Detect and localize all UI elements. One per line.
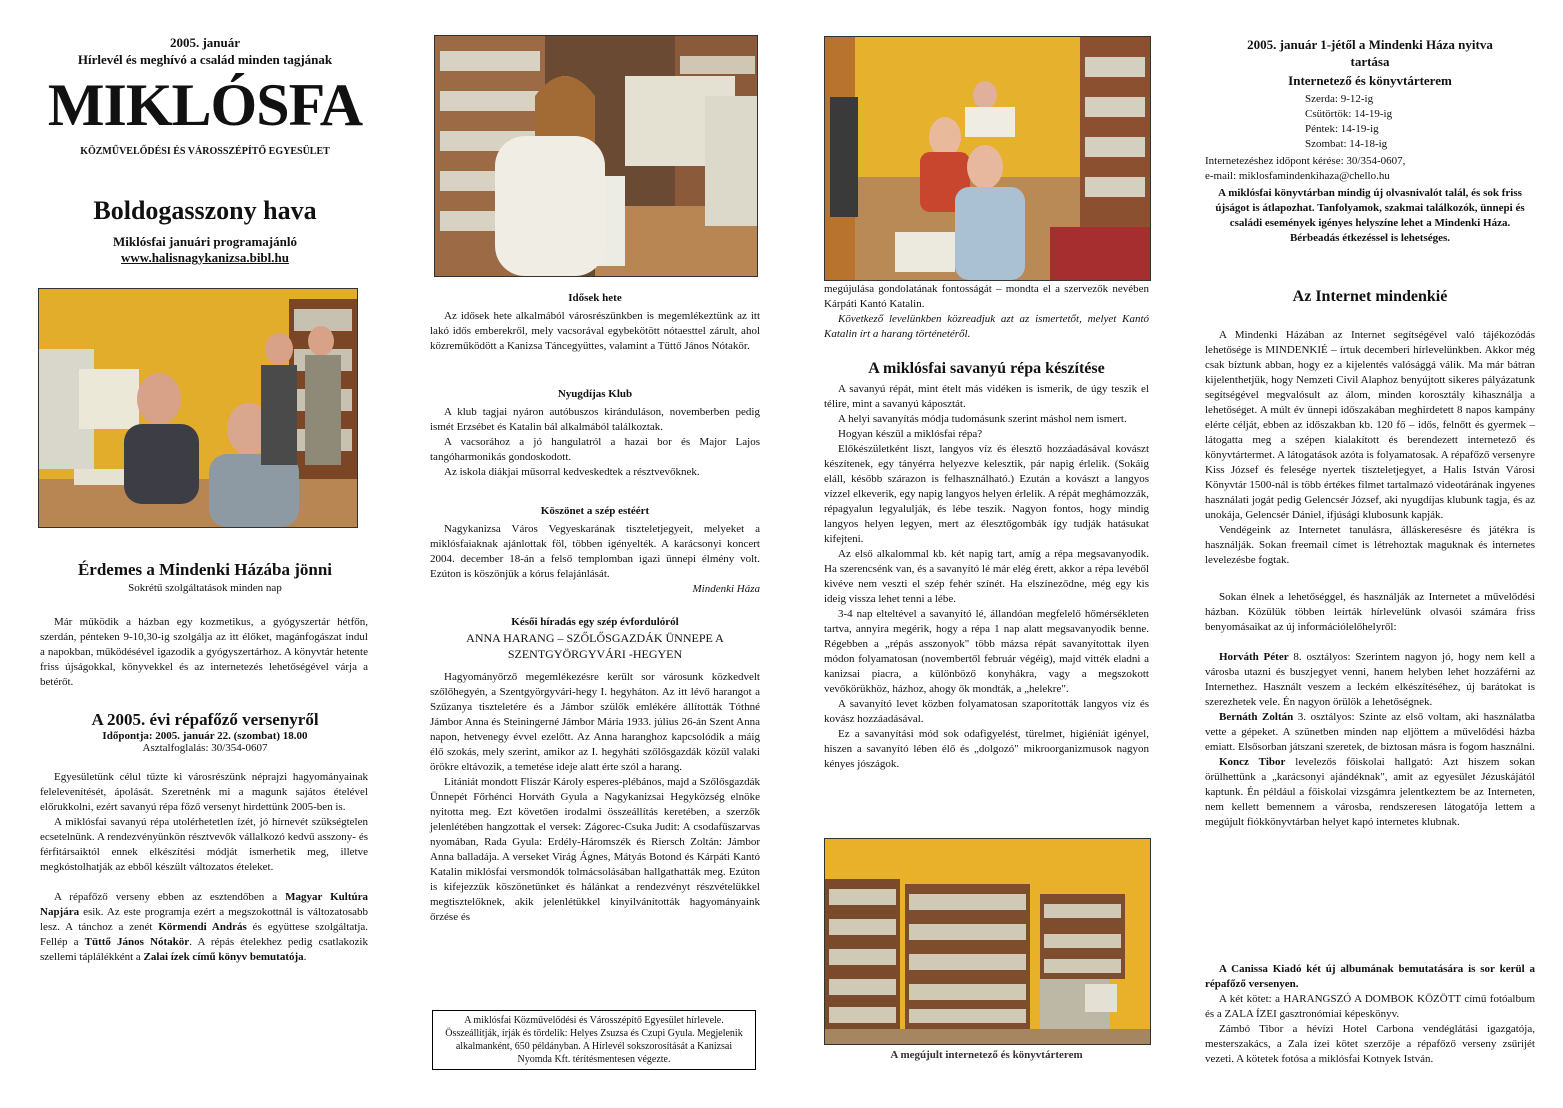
worth-block: [30, 560, 380, 594]
contest-p3-b: Magyar Kultúra Napjára: [40, 891, 369, 918]
internet-quote-1: [1205, 650, 1535, 710]
opening-bold-text: A miklósfai könyvtárban mindig új olvasnivalót talál, és sok friss újságot is átlapozhat. Tanfolyamok, szakmai találkozók, ünnepi és családi események igényes helyszíne lehet a Mindenki Háza. Bérbeadás étkezéssel is lehetséges.: [1215, 187, 1525, 244]
contest-p3-a: A répafőző verseny ebben az esztendőben a: [54, 891, 286, 903]
contest-p3-c: esik. Az este programja ezért a megszokottnál is változatosabb lesz. A tánchoz a zenét: [40, 906, 368, 933]
quote-1-text: 8. osztályos: Szerintem nagyon jó, hogy nem kell a városba utazni és buszjegyet venni, hanem helyben lehet hozzáférni az Internethez. Használt veszem a leckém elkészítéséhez, új barátokat is szerezhetek vele. Én nagyon örülök a lehetőségnek.: [1205, 651, 1535, 708]
quote-2-text: 3. osztályos: Szinte az első voltam, aki használatba vette a gépeket. A szünetben minden nap eljöttem a művelődési házba emiatt. Elsősorban játszani szeretek, de biztosan másra is fogom használni.: [1205, 711, 1535, 753]
contest-text: [40, 770, 368, 965]
opening-line-1: 2005. január 1-jétől a Mindenki Háza nyitva: [1247, 37, 1493, 52]
masthead-title: MIKLÓSFA: [47, 72, 363, 138]
news-continued: [824, 282, 1149, 342]
contest-block: [30, 710, 380, 754]
thanks-block: [430, 505, 760, 597]
pension-block: [430, 388, 760, 480]
imprint-box: [432, 1010, 756, 1070]
seniors-paragraph: Az idősek hete alkalmából városrészünkben is megemlékeztünk az itt lakó idős emberekről, mely vacsorával egybekötött nótaesttel zárult, ahol közreműködött a Kanizsa Táncegyüttes, valamint a Tüttő János Nótakör.: [430, 310, 760, 352]
internet-title: Az Internet mindenkié: [1292, 288, 1448, 305]
sauerkraut-paragraph-8: Ez a savanyítási mód sok odafigyelést, türelmet, higiéniát igényel, hiszen a savanyító lében élő és „dolgozó" mikroorganizmusok nagyon kényes jószágok.: [824, 728, 1149, 770]
worth-title: Érdemes a Mindenki Házába jönni: [77, 560, 333, 579]
contest-title: A 2005. évi répafőző versenyről: [91, 710, 319, 729]
internet-paragraph-2: Vendégeink az Internetet tanulásra, álláskeresésre és játékra is használják. Sokan freemail címet is létrehoztak maguknak és internetes levelezésbe fogtak.: [1205, 524, 1535, 566]
canissa-block: [1205, 962, 1535, 1067]
photo-girl-computer: [434, 35, 758, 277]
opening-room: Internetező és könyvtárterem: [1288, 73, 1452, 88]
thanks-title: Köszönet a szép estéért: [540, 505, 650, 517]
contest-p3-i: .: [303, 951, 307, 963]
internet-quote-3: [1205, 755, 1535, 830]
worth-text: [40, 615, 368, 690]
opening-hours-3: Szombat: 14-18-ig: [1305, 138, 1388, 150]
intro-title: Boldogasszony hava: [93, 196, 317, 225]
sauerkraut-paragraph-1: A savanyú répát, mint ételt más vidéken is ismerik, de úgy teszik el télire, mint a savanyú káposztát.: [824, 383, 1149, 410]
masthead-tagline: Hírlevél és meghívó a család minden tagjának: [77, 52, 333, 67]
photo-children-computers-svg: [825, 37, 1150, 280]
sauerkraut-block: [824, 360, 1149, 772]
opening-line-2: tartása: [1350, 54, 1390, 69]
photo-caption: A megújult internetező és könyvtárterem: [890, 1049, 1083, 1061]
contest-booking: Asztalfoglalás: 30/354-0607: [142, 742, 268, 754]
masthead-org: KÖZMŰVELŐDÉSI ÉS VÁROSSZÉPÍTŐ EGYESÜLET: [80, 146, 330, 157]
intro-block: [30, 196, 380, 266]
photo-girl-computer-svg: [435, 36, 757, 276]
photo-children-computers: [824, 36, 1151, 281]
intro-url-link[interactable]: www.halisnagykanizsa.bibl.hu: [121, 250, 289, 265]
news-subtitle-2: SZENTGYÖRGYVÁRI -HEGYEN: [507, 647, 683, 661]
masthead-date: 2005. január: [169, 35, 241, 50]
news-block: [430, 616, 760, 925]
intro-subtitle: Miklósfai januári programajánló: [113, 234, 297, 249]
opening-contact: [1205, 154, 1535, 184]
sauerkraut-paragraph-6: 3-4 nap elteltével a savanyító lé, állandóan megfelelő hőmérsékleten tartva, annyira megérik, hogy a répa 1 nap alatt megsavanyodik benne. Régebben a „répás asszonyok" több mázsa répát savanyítottak ilyen módon folyamatosan (novembertől február végéig), majd vitték eladni a kanizsai piacra, a különböző konyhákra, vagy a megszokott vevőkörükhöz, házhoz, ahogy ők mondták, a „helekre".: [824, 608, 1149, 695]
canissa-paragraph-1: A két kötet: a HARANGSZÓ A DOMBOK KÖZÖTT című fotóalbum és a ZALA ÍZEI gasztronómiai képeskönyv.: [1205, 993, 1535, 1020]
sauerkraut-paragraph-2: A helyi savanyítás módja tudomásunk szerint máshol nem ismert.: [838, 413, 1127, 425]
news-title: Késői híradás egy szép évfordulóról: [511, 616, 679, 628]
internet-paragraph-3: Sokan élnek a lehetőséggel, és használják az Internetet a művelődési házban. Közülük többen leírták hírlevelünk olvasói számára friss benyomásaikat az új információlelőhelyről:: [1205, 591, 1535, 633]
contest-paragraph-2: A miklósfai savanyú répa utolérhetetlen ízét, jó hírnevét szükségtelen ecsetelnünk. A rendezvényünkön résztvevők vállalkozó kedvű asszony- és férfitársaiktól ennek elkészítési módját ismerhetik meg, illetve megkóstolhatják az ebből készült változatos ételeket.: [40, 816, 368, 873]
opening-phone: Internetezéshez időpont kérése: 30/354-0607,: [1205, 155, 1406, 167]
pension-title: Nyugdíjas Klub: [557, 388, 633, 400]
internet-block: [1205, 288, 1535, 830]
news-next-issue: Következő levelünkben közreadjuk azt az ismertetőt, melyet Kantó Katalin írt a harang történetéről.: [824, 313, 1149, 340]
contest-paragraph-1: Egyesületünk célul tűzte ki városrészünk néprajzi hagyományainak felelevenítését, ápolását. Szeretnénk mi a magunk sajátos ételével előrukkolni, ezért savanyú répa főző versenyt hirdettünk 2005-ben is.: [40, 771, 368, 813]
worth-paragraph: Már működik a házban egy kozmetikus, a gyógyszertár hétfőn, szerdán, pénteken 9-10,30-ig szolgálja az itt élőket, magánfogászat indul a napokban, működésével igazodik a gyógyszertárhoz. A könyvtár hetente friss újságokkal, könyvekkel és az internetezés lehetőségével várja a betérőt.: [40, 616, 368, 688]
opening-hours-1: Csütörtök: 14-19-ig: [1305, 108, 1393, 120]
seniors-title: Idősek hete: [568, 292, 622, 304]
imprint-text: A miklósfai Közművelődési és Városszépítő Egyesület hírlevele. Összeállítják, írják és tördelik: Helyes Zsuzsa és Czupi Gyula. Megjelenik alkalmanként, 650 példányban. A Hírlevél sokszorosítását a Kanizsai Nyomda Kft. térítésmentesen végezte.: [445, 1015, 743, 1065]
sauerkraut-paragraph-7: A savanyító levet közben folyamatosan szaporították langyos víz és kovász hozzáadásával.: [824, 698, 1149, 725]
news-subtitle-1: ANNA HARANG – SZŐLŐSGAZDÁK ÜNNEPE A: [466, 631, 724, 645]
contest-p3-g: . A répás ételekhez pedig csatlakozik szellemi táplálékként a: [40, 936, 368, 963]
sauerkraut-title: A miklósfai savanyú répa készítése: [868, 360, 1105, 377]
photo-library-room: [824, 838, 1151, 1045]
quote-1-name: Horváth Péter: [1219, 651, 1289, 663]
canissa-title: A Canissa Kiadó két új albumának bemutatására is sor kerül a répafőző versenyen.: [1205, 963, 1535, 990]
sauerkraut-paragraph-4: Előkészületként liszt, langyos víz és élesztő hozzáadásával kovászt készítenek, egy tányérra helyezve kelesztik, pár napig érlelik. (Sokáig eláll, később szárazon is felhasználható.) Ezután a kovászt a langyos vízzel elkeverik, egy napig langyos helyen érlelik. A répát meghámozzák, répagyalun legyalulják, és lébe teszik. Nagyon fontos, hogy mindig langyos helyen legyen, mert az élesztőgombák így tudják hatásukat kifejteni.: [824, 443, 1149, 545]
news-continued-text: megújulása gondolatának fontosságát – mondta el a szervezők nevében Kárpáti Kantó Katalin.: [824, 283, 1149, 310]
contest-p3-h: Zalai ízek című könyv bemutatója: [143, 951, 304, 963]
contest-p3-d: Körmendi András: [158, 921, 247, 933]
photo-library-room-svg: [825, 839, 1150, 1044]
pension-paragraph-3: Az iskola diákjai műsorral kedveskedtek a résztvevőknek.: [444, 466, 700, 478]
quote-2-name: Bernáth Zoltán: [1219, 711, 1294, 723]
internet-paragraph-1: A Mindenki Házában az Internet segítségével való tájékozódás lehetősége is MINDENKIÉ – írtuk decemberi hírlevelünkben. Akkor még csak bíztunk abban, hogy ez a kijelentés valósággá válik. Ma már bátran kijelenthetjük, hogy Nemzeti Civil Alaphoz benyújtott sikeres pályázatunk segítségével megvalósult az álom, minden korosztály kihasználja a lehetőséget. A múlt év ünnepi időszakában meghirdetett 8 napos kampány elérte célját, ebben az időszakban kb. 120 fő – idős, felnőtt és gyermek – látogatta meg a szépen kialakított és berendezett internetező és könyvtártermet. A látogatások azóta is folyamatosak. A répafőző versenyre Kiss József és felesége nyertek tiszteletjegyet, a Halis István Városi Könyvtár 1500-nál is több értékes filmet tartalmazó videotárának ingyenes használati jogát pedig Gelencsér József, aki nyugdíjas klubunk tagja, és az unokája, Gelencsér Dániel, ifjúsági klubosunk kapják.: [1205, 329, 1535, 521]
worth-subtitle: Sokrétű szolgáltatások minden nap: [128, 582, 282, 594]
opening-hours-0: Szerda: 9-12-ig: [1305, 93, 1374, 105]
pension-paragraph-1: A klub tagjai nyáron autóbuszos kiránduláson, novemberben pedig ismét Erzsébet és Katalin bál alkalmából találkoztak.: [430, 406, 760, 433]
seniors-block: [430, 292, 760, 354]
thanks-paragraph: Nagykanizsa Város Vegyeskarának tiszteletjegyeit, melyeket a miklósfaiaknak ajánlottak föl, többen igényelték. A karácsonyi koncert 2004. december 18-án a felső templomban igazi ünnepi élmény volt. Ezúton is köszönjük a kórus felajánlását.: [430, 523, 760, 580]
opening-hours: [1305, 92, 1505, 152]
pension-paragraph-2: A vacsorához a jó hangulatról a hazai bor és Major Lajos tangóharmonikás gondoskodott.: [430, 436, 760, 463]
contest-p3-e: és együttese szolgáltatja. Fellép a: [40, 921, 369, 948]
sauerkraut-paragraph-5: Az első alkalommal kb. két napig tart, amíg a répa megsavanyodik. Ha szerencsénk van, és a savanyító lé már elég érett, akkor a répa levéből kivéve nem veszti el szép fehér színét. Ha elszíneződne, még egy kis ideig vissza lehet tenni a lébe.: [824, 548, 1149, 605]
canissa-paragraph-2: Zámbó Tibor a hévízi Hotel Carbona vendéglátási igazgatója, mesterszakács, a Zala ízei kötet szerzője a répafőző verseny zsűrijét vezeti. A kötetek fotósa a miklósfai Kotnyek István.: [1205, 1023, 1535, 1065]
masthead: [30, 34, 380, 68]
opening-header: [1205, 36, 1535, 89]
quote-3-name: Koncz Tibor: [1219, 756, 1286, 768]
photo-elders-computer: [38, 288, 358, 528]
quote-3-text: levelezős főiskolai hallgató: Azt hiszem sokan örülhettünk a „karácsonyi ajándéknak", amit az egyesület Jézuskájától kaptunk. Én például a főiskolai vizsgámra jelentkeztem be az Interneten, nem kellett bemennem a városba, rendszeresen látogatója lettem a megújult fiókkönyvtárban helyet kapó internetes klubnak.: [1205, 756, 1535, 828]
photo-elders-computer-svg: [39, 289, 357, 527]
contest-paragraph-3: [40, 890, 368, 965]
news-paragraph-1: Hagyományőrző megemlékezésre került sor városunk közkedvelt szőlőhegyén, a Szentgyörgyvári-hegy I. hegyháton. Az itt lévő harangot a Szűzanya tiszteletére és a Jámbor szülők emlékére állították Tóthné Jámbor Anna és Steiningerné Jámbor Mária 1933. július 26-án Szent Anna napon, hetvenegy évvel ezelőtt. Az Anna haranghoz kapcsolódik a máig élő szokás, mely szerint, amikor az I. hegyháti szőlősgazdák közül valaki örökre eltávozik, a temetése ideje alatt érte szól a harang.: [430, 671, 760, 773]
internet-quote-2: [1205, 710, 1535, 755]
sauerkraut-paragraph-3: Hogyan készül a miklósfai répa?: [838, 428, 983, 440]
contest-date: Időpontja: 2005. január 22. (szombat) 18.00: [102, 730, 308, 742]
opening-hours-2: Péntek: 14-19-ig: [1305, 123, 1379, 135]
opening-email[interactable]: e-mail: miklosfamindenkihaza@chello.hu: [1205, 170, 1390, 182]
news-paragraph-2: Litániát mondott Fliszár Károly esperes-plébános, majd a Szőlősgazdák Ünnepét Főrhénci Horváth Gyula a Nagykanizsai Hegyközség elnöke nyitotta meg. Ezt követően irodalmi összeállítás keretében, a szerzők jelenlétében hangzottak el versek: Zágorec-Csuka Judit: A csodafűszarvas nyomában, Rada Gyula: Erdély-Háromszék és Riersch Zoltán: Jámbor Anna balladája. A verseket Virág Ágnes, Mátyás Botond és Kárpáti Kantó Katalin miklósfai versmondók tolmácsolásában hallgathatták meg. Ezúton is kifejezzük köszönetünket és hálánkat a rendezvényt részvételükkel megtisztelőknek, akik jelenlétükkel kinyilvánították hagyományaink őrzése és: [430, 776, 760, 923]
contest-p3-f: Tüttő János Nótakör: [84, 936, 190, 948]
thanks-signature: Mindenki Háza: [692, 583, 760, 595]
